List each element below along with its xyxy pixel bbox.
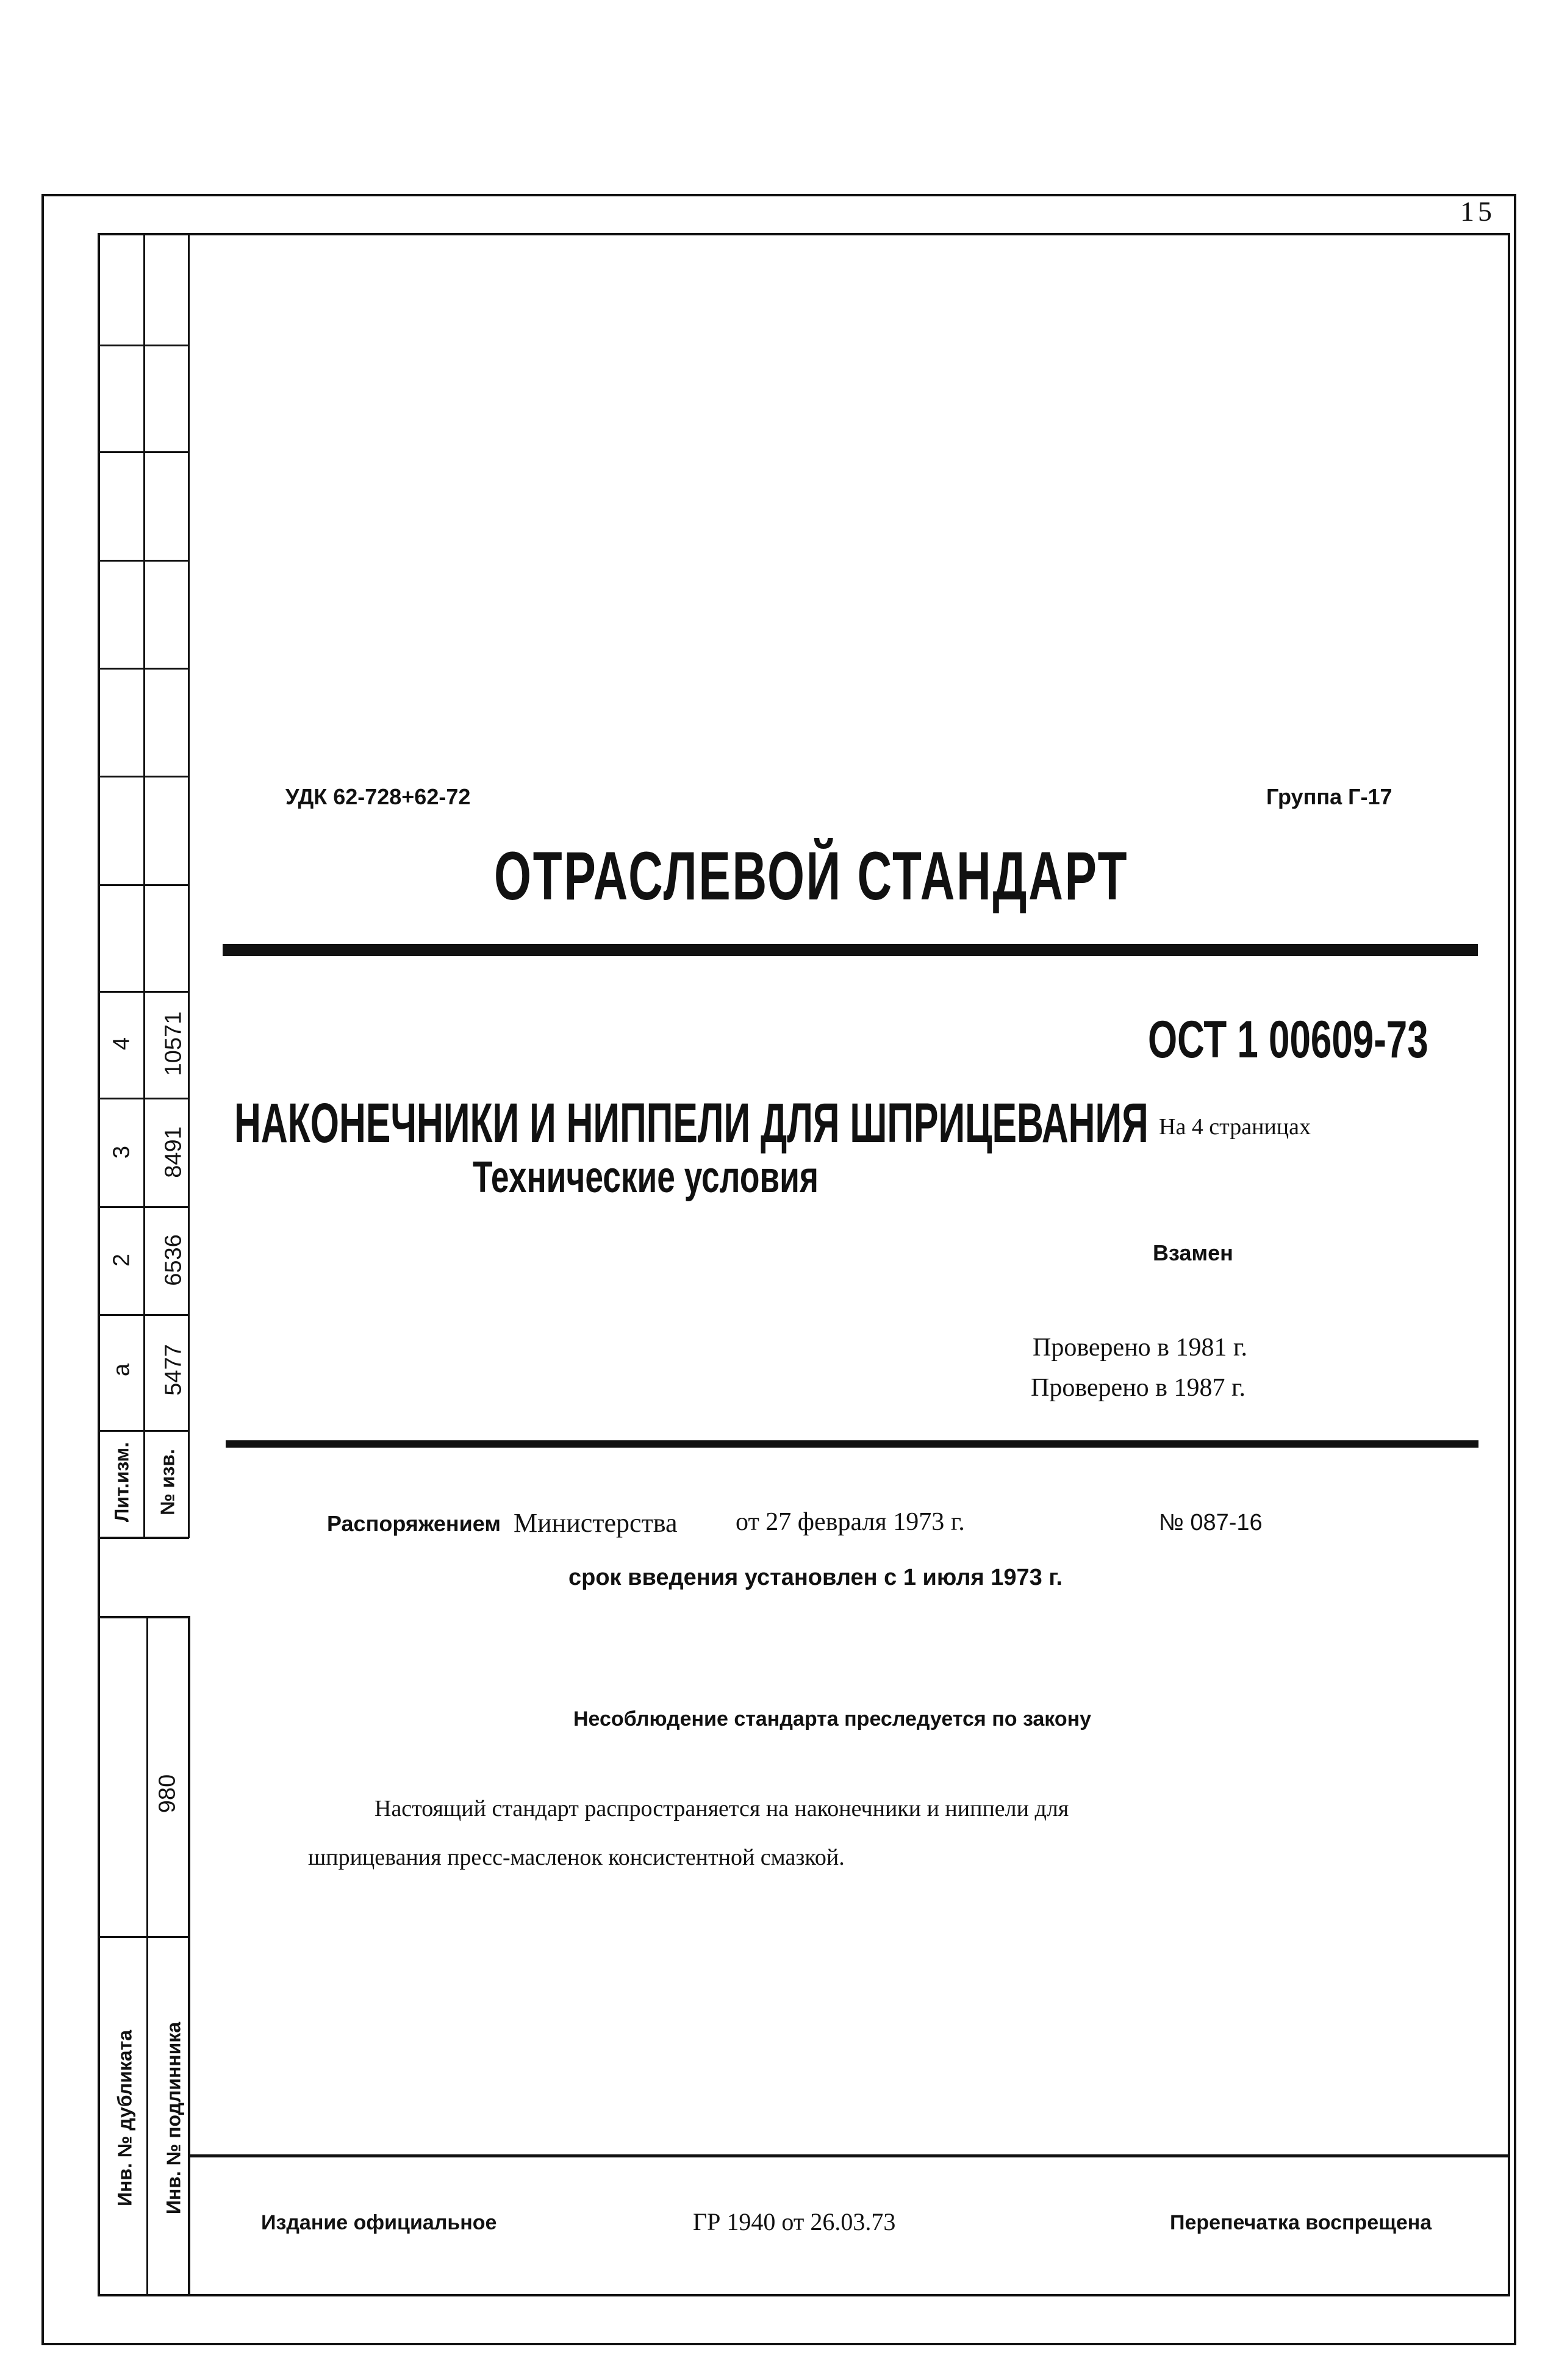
checked-1981: Проверено в 1981 г.: [1033, 1334, 1247, 1362]
product-subtitle: Технические условия: [473, 1153, 819, 1202]
rev-doc-3: 6536: [160, 1234, 187, 1286]
rev-lit-1: 4: [109, 1037, 135, 1051]
inv-orig-label: Инв. № подлинника: [162, 2021, 185, 2215]
side-lower-row-line: [98, 1936, 190, 1938]
footer-official: Издание официальное: [261, 2211, 497, 2234]
side-row-line: [98, 776, 189, 777]
main-title: ОТРАСЛЕВОЙ СТАНДАРТ: [494, 838, 1129, 914]
standard-designation: ОСТ 1 00609-73: [1148, 1010, 1428, 1069]
header-lit-izm: Лит.изм.: [110, 1442, 133, 1523]
side-lower-divider: [146, 1616, 148, 2296]
side-row-line: [98, 1314, 189, 1316]
side-row-line: [98, 668, 189, 670]
udk-code: УДК 62-728+62-72: [285, 784, 471, 809]
order-ministry: Министерства: [514, 1508, 678, 1538]
side-row-line: [98, 560, 189, 562]
rev-lit-3: 2: [109, 1253, 135, 1267]
footer-registration: ГР 1940 от 26.03.73: [693, 2208, 896, 2235]
legal-warning: Несоблюдение стандарта преследуется по закону: [573, 1707, 1092, 1731]
body-line-1: Настоящий стандарт распространяется на наконечники и ниппели для: [375, 1796, 1069, 1821]
effective-date: срок введения установлен с 1 июля 1973 г.: [568, 1565, 1063, 1590]
title-rule: [223, 944, 1478, 956]
order-number: № 087-16: [1159, 1510, 1263, 1535]
footer-reprint: Перепечатка воспрещена: [1170, 2211, 1432, 2234]
side-row-line: [98, 345, 189, 346]
rev-lit-2: 3: [109, 1145, 135, 1159]
side-row-line: [98, 1098, 189, 1099]
dup-value: 980: [154, 1774, 181, 1814]
side-row-line: [98, 451, 189, 453]
order-label: Распоряжением: [327, 1511, 501, 1536]
footer-rule: [189, 2154, 1510, 2157]
page-number: 15: [1460, 196, 1496, 227]
replaces-note: Взамен: [1153, 1240, 1233, 1265]
body-line-2: шприцевания пресс-масленок консистентной смазкой.: [308, 1845, 845, 1870]
order-date: от 27 февраля 1973 г.: [736, 1508, 965, 1536]
product-title: НАКОНЕЧНИКИ И НИППЕЛИ ДЛЯ ШПРИЦЕВАНИЯ: [234, 1092, 1149, 1154]
checked-1987: Проверено в 1987 г.: [1031, 1374, 1245, 1402]
rev-doc-4: 5477: [160, 1344, 187, 1396]
section-rule: [226, 1440, 1478, 1448]
header-no-izv: № изв.: [156, 1449, 179, 1515]
inner-frame: [98, 233, 1510, 2296]
side-row-line: [98, 884, 189, 886]
pages-note: На 4 страницах: [1159, 1114, 1311, 1140]
rev-lit-4: а: [109, 1363, 135, 1377]
side-row-line: [98, 1537, 189, 1539]
rev-doc-2: 8491: [160, 1126, 187, 1178]
rev-doc-1: 10571: [160, 1011, 187, 1076]
group-code: Группа Г-17: [1266, 784, 1392, 809]
inv-dup-label: Инв. № дубликата: [113, 2029, 136, 2207]
